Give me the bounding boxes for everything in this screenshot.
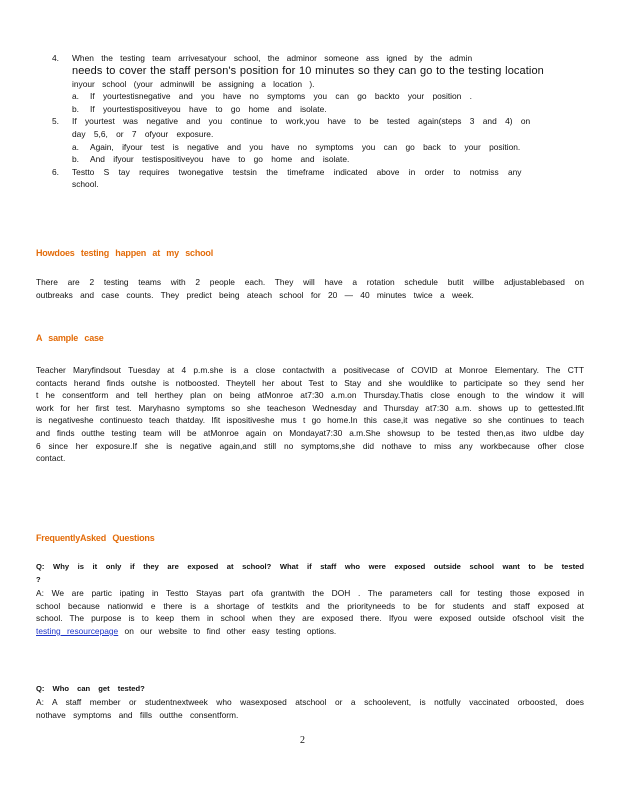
sub-list-item [52, 103, 584, 116]
paragraph: Teacher Maryfindsout Tuesday at 4 p.m.she is a close contactwith a positivecase of COVID at Monroe Elementary. The CTT contacts herand finds outshe is notboosted. Theytell her about Test to Stay and she wouldlike to participate so they send her t he consentform and tell herthey plan on being atMonroe at7:30 a.m.on Thursday.Thatis close enough to the window it will work for her first test. Maryhasno symptoms so she teacheson Wednesday and Thursday at7:30 a.m. shows up to gettested.Ifit is negativeshe continuesto teach thatday. Ifit ispositiveshe mus t go home.In this case,it was negative so she continues to teach and finds outthe testing team will be atMonroe again on Mondayat7:30 a.m.She showsup to be tested then,as itwo uldbe day 6 since her exposure.If she is negative again,and still no symptoms,she did nothave to miss any workbecause ofher close contact. [36, 365, 584, 464]
list-item-text: If yourtest was negative and you continue to work,you have to be tested again(steps 3 and 4) on day 5,6, or 7 ofyour exposure. [72, 116, 531, 139]
sub-list-label: b. [72, 103, 79, 114]
list-number: 6. [52, 166, 59, 177]
sub-list-label: a. [72, 91, 79, 102]
sub-list-item [52, 141, 540, 154]
sub-list-item [52, 90, 584, 103]
sub-list-text: If yourtestispositiveyou have to go home and isolate. [90, 103, 327, 114]
sub-list-label: b. [72, 154, 79, 165]
section-heading: A sample case [36, 333, 104, 343]
faq-answer-text: on our website to find other easy testing options. [124, 625, 337, 636]
list-item-text: When the testing team arrivesatyour school, the adminor someone ass igned by the admin [72, 53, 473, 63]
testing-resource-link[interactable]: testing resourcepage [36, 625, 119, 636]
sub-list-text: And ifyour testispositiveyou have to go home and isolate. [90, 154, 350, 165]
sub-list-item [52, 153, 584, 166]
sub-list-text: Again, ifyour test is negative and you have no symptoms you can go back to your position. [90, 141, 521, 152]
faq-question: Q: Why is it only if they are exposed at school? What if staff who were exposed outside school want to be tested ? [36, 562, 584, 584]
list-item-text: Testto S tay requires twonegative testsin the timeframe indicated above in order to notmiss any school. [72, 166, 522, 190]
list-number: 4. [52, 53, 59, 63]
list-number: 5. [52, 116, 59, 127]
faq-answer [36, 587, 584, 637]
sub-list-text: If yourtestisnegative and you have no symptoms you can go backto your position . [90, 91, 472, 102]
list-item-text-large: needs to cover the staff person's position for 10 minutes so they can go to the testing location [72, 64, 544, 77]
list-item [52, 52, 584, 90]
numbered-list [52, 52, 584, 191]
list-item [52, 166, 542, 191]
page-number: 2 [300, 735, 305, 746]
faq-question: Q: Who can get tested? [36, 684, 145, 693]
faq-answer: A: A staff member or studentnextweek who wasexposed atschool or a schoolevent, is notfully vaccinated orboosted, does nothave symptoms and fills outthe consentform. [36, 697, 584, 720]
list-item-text: inyour school (your adminwill be assigning a location ). [72, 78, 315, 89]
faq-answer-text: A: We are partic ipating in Testto Stayas part ofa grantwith the DOH . The parameters call for testing those exposed in school because nationwid e there is a shortage of testkits and the priorityneeds to be for students and staff exposed at school. The purpose is to keep them in school when they are exposed there. Ifyou were exposed outside ofschool visit the [36, 588, 584, 624]
section-heading: Howdoes testing happen at my school [36, 248, 214, 258]
paragraph: There are 2 testing teams with 2 people each. They will have a rotation schedule butit willbe adjustablebased on outbreaks and case counts. They predict being ateach school for 20 — 40 minutes twice a week. [36, 277, 584, 300]
list-item [52, 115, 542, 140]
sub-list-label: a. [72, 141, 79, 152]
section-heading: FrequentlyAsked Questions [36, 533, 155, 543]
